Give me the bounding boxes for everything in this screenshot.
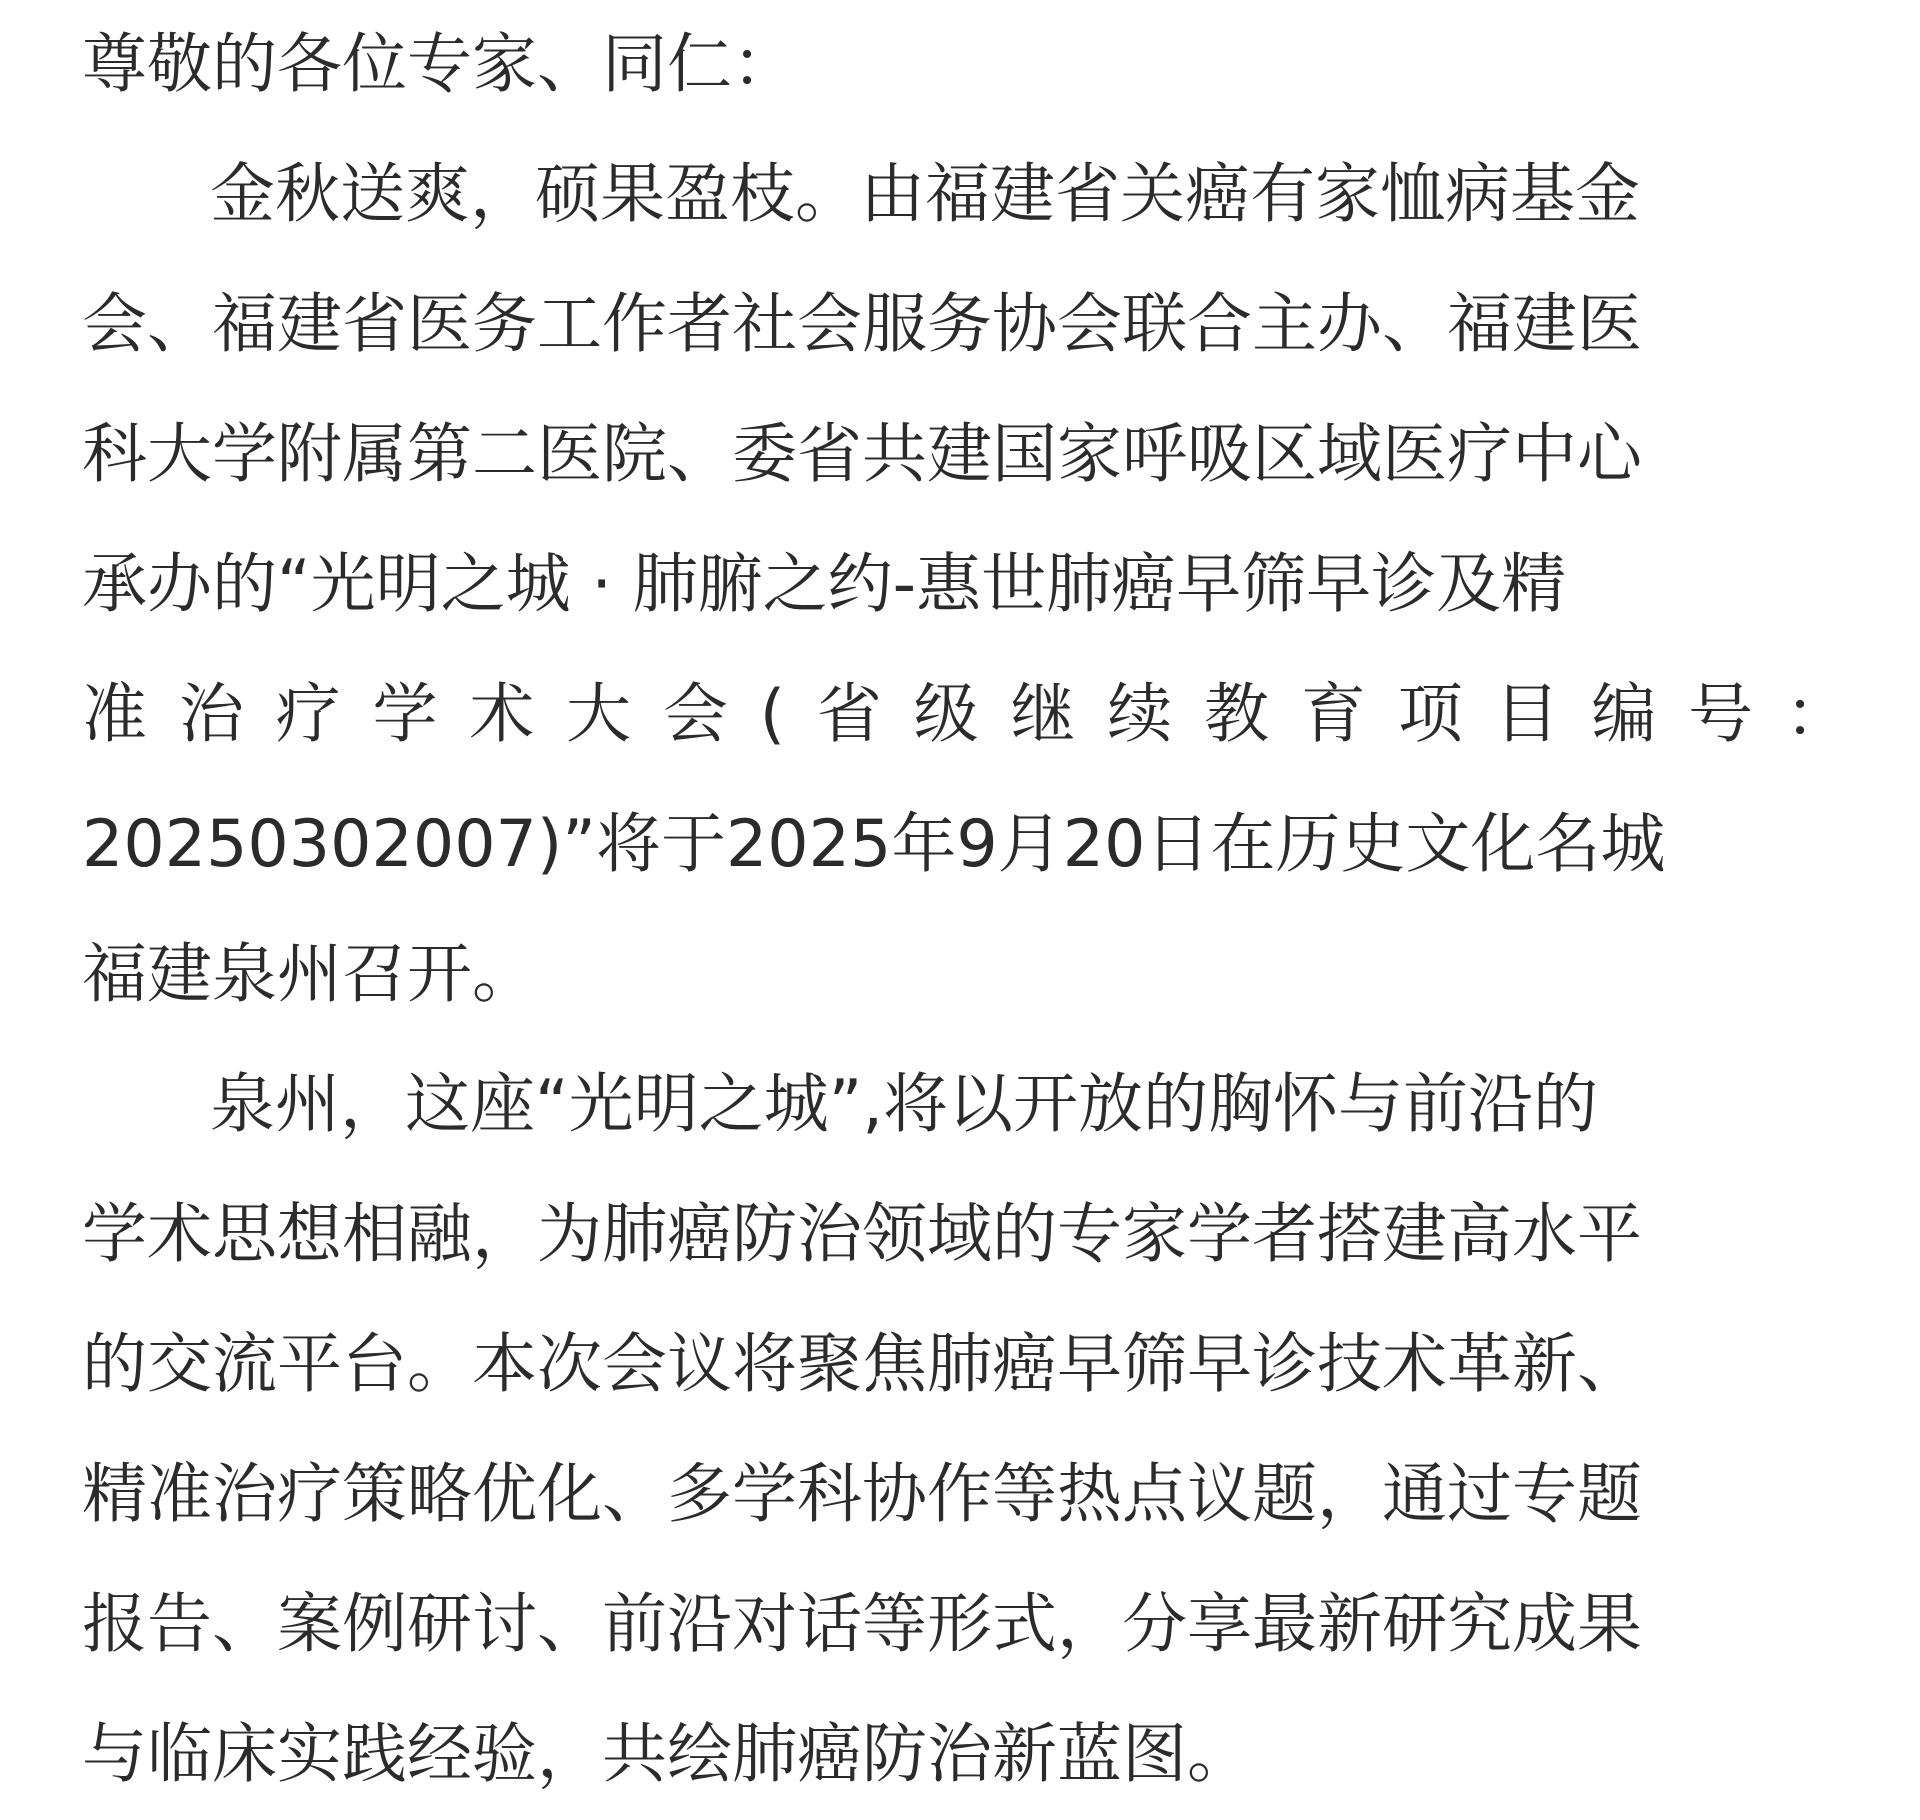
paragraph-1-line-1: 金秋送爽，硕果盈枝。由福建省关癌有家恤病基金 [210,157,1641,232]
paragraph-2-line-4: 精准治疗策略优化、多学科协作等热点议题，通过专题 [82,1457,1643,1532]
paragraph-1-line-6: 20250302007)”将于2025年9月20日在历史文化名城 [82,807,1666,882]
paragraph-1-line-3: 科大学附属第二医院、委省共建国家呼吸区域医疗中心 [82,417,1643,492]
paragraph-2-line-2: 学术思想相融，为肺癌防治领域的专家学者搭建高水平 [82,1197,1643,1272]
justified-char: 继 [1010,677,1076,752]
paragraph-2-line-3: 的交流平台。本次会议将聚焦肺癌早筛早诊技术革新、 [82,1327,1643,1402]
justified-char: 续 [1107,677,1173,752]
justified-char: ： [1784,677,1850,752]
justified-char: 编 [1591,677,1657,752]
justified-char: 级 [913,677,979,752]
paragraph-2-line-6: 与临床实践经验，共绘肺癌防治新蓝图。 [82,1717,1253,1792]
paragraph-1-line-7: 福建泉州召开。 [82,937,538,1012]
justified-char: 会 [662,677,728,752]
justified-char: 术 [469,677,535,752]
justified-char: 治 [178,677,244,752]
justified-char: 教 [1204,677,1270,752]
justified-char: 号 [1688,677,1754,752]
justified-char: 项 [1397,677,1463,752]
paragraph-1-line-2: 会、福建省医务工作者社会服务协会联合主办、福建医 [82,287,1643,362]
paragraph-2-line-5: 报告、案例研讨、前沿对话等形式，分享最新研究成果 [82,1587,1643,1662]
justified-char: 目 [1494,677,1560,752]
justified-char: 学 [372,677,438,752]
justified-char: 大 [566,677,632,752]
justified-char: ( [759,677,786,752]
paragraph-1-line-4: 承办的“光明之城 · 肺腑之约-惠世肺癌早筛早诊及精 [82,547,1567,622]
justified-char: 准 [82,677,148,752]
paragraph-2-line-1: 泉州，这座“光明之城”,将以开放的胸怀与前沿的 [210,1067,1599,1142]
justified-char: 省 [816,677,882,752]
justified-char: 育 [1300,677,1366,752]
paragraph-1-line-5 [82,650,1850,780]
justified-char: 疗 [275,677,341,752]
salutation: 尊敬的各位专家、同仁： [82,27,798,102]
